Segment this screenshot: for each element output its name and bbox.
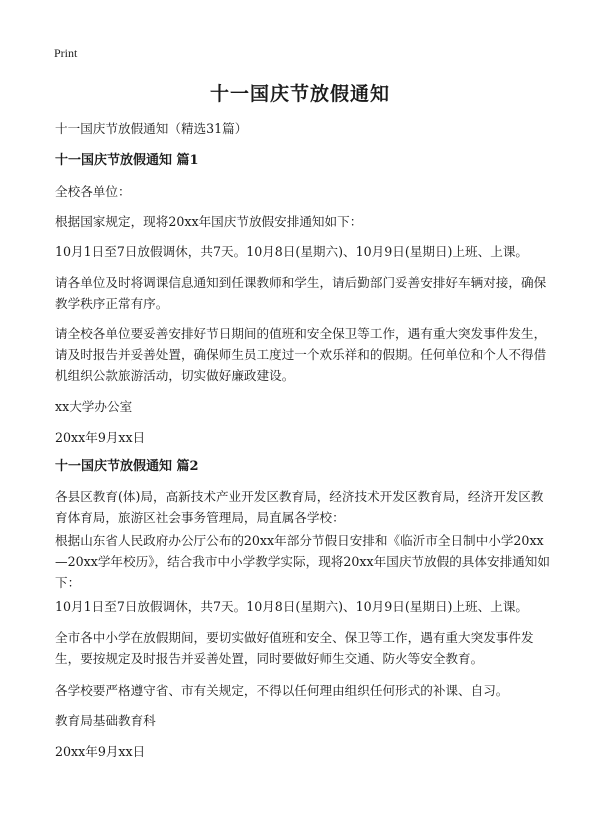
section2-heading: 十一国庆节放假通知 篇2 (55, 459, 199, 474)
section1-signature: xx大学办公室 (55, 399, 133, 414)
section2-paragraph: 根据山东省人民政府办公厅公布的20xx年部分节假日安排和《临沂市全日制中小学20xx—20xx学年校历》，结合我市中小学教学实际，现将20xx年国庆节放假的具体安排通知如下： (55, 533, 550, 590)
section1-paragraph: 10月1日至7日放假调休，共7天。10月8日(星期六)、10月9日(星期日)上班、上课。 (55, 244, 529, 259)
section1-greeting: 全校各单位： (55, 184, 131, 199)
section2-greeting: 各县区教育(体)局，高新技术产业开发区教育局，经济技术开发区教育局，经济开发区教育体育局，旅游区社会事务管理局，局直属各学校： (55, 489, 544, 525)
section2-signature: 教育局基础教育科 (55, 713, 156, 728)
section1-paragraph: 根据国家规定，现将20xx年国庆节放假安排通知如下： (55, 214, 363, 229)
section2-date: 20xx年9月xx日 (55, 744, 146, 759)
section1-heading: 十一国庆节放假通知 篇1 (55, 153, 199, 168)
section1-paragraph: 请各单位及时将调课信息通知到任课教师和学生，请后勤部门妥善安排好车辆对接，确保教学秩序正常有序。 (55, 275, 547, 311)
section1-paragraph: 请全校各单位要妥善安排好节日期间的值班和安全保卫等工作，遇有重大突发事件发生，请及时报告并妥善处置，确保师生员工度过一个欢乐祥和的假期。任何单位和个人不得借机组织公款旅游活动，切实做好廉政建设。 (55, 326, 547, 383)
document-subtitle: 十一国庆节放假通知（精选31篇） (55, 121, 248, 136)
section2-paragraph: 全市各中小学在放假期间，要切实做好值班和安全、保卫等工作，遇有重大突发事件发生，要按规定及时报告并妥善处置，同时要做好师生交通、防火等安全教育。 (55, 630, 534, 666)
section2-paragraph: 10月1日至7日放假调休，共7天。10月8日(星期六)、10月9日(星期日)上班、上课。 (55, 599, 529, 614)
print-link[interactable]: Print (54, 46, 78, 60)
section2-paragraph: 各学校要严格遵守省、市有关规定，不得以任何理由组织任何形式的补课、自习。 (55, 683, 509, 698)
page-title: 十一国庆节放假通知 (209, 83, 390, 105)
section1-date: 20xx年9月xx日 (55, 430, 146, 445)
